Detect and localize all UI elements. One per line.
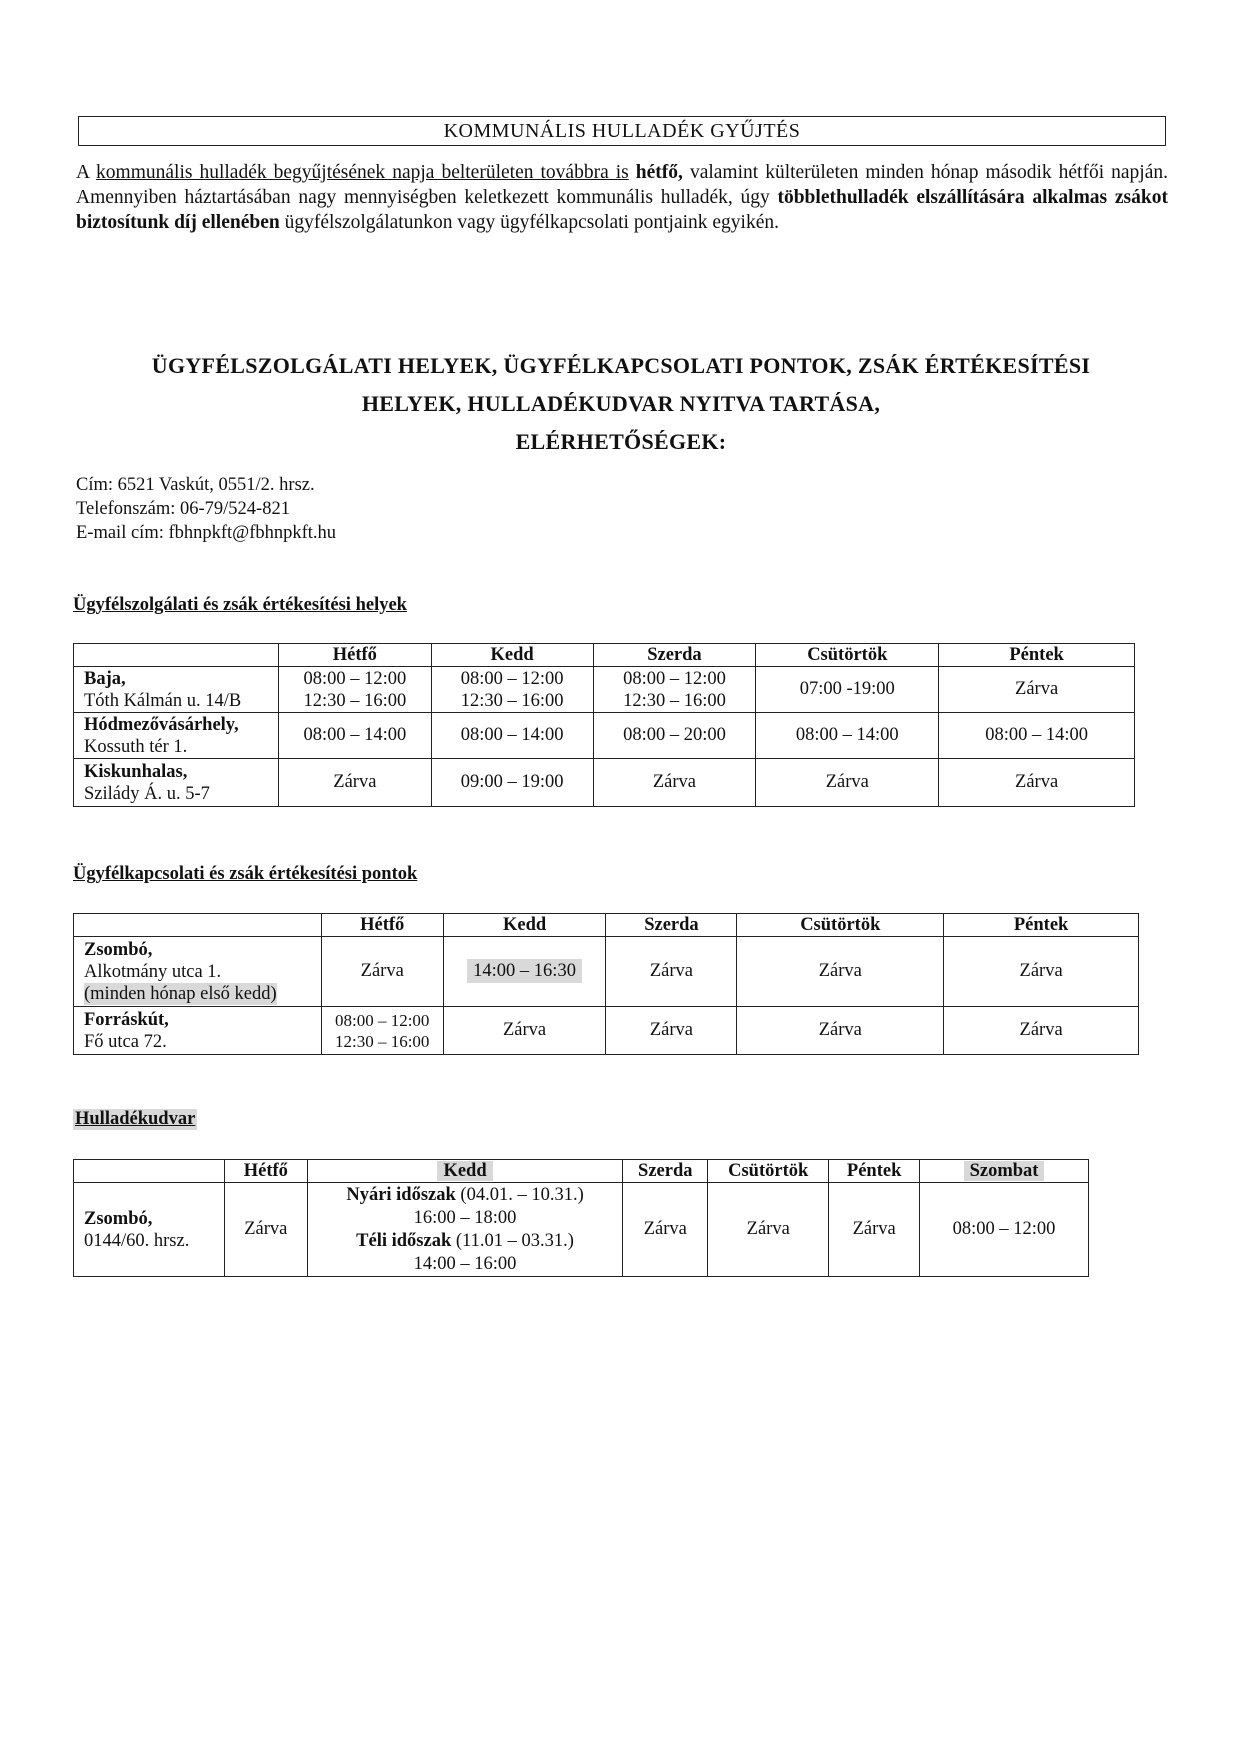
hours-text: 08:00 – 12:00	[623, 668, 726, 689]
table-row	[74, 1007, 1139, 1055]
hours-cell: Zárva	[278, 759, 431, 807]
header-day: Hétfő	[278, 644, 431, 667]
place-note: (minden hónap első kedd)	[84, 983, 277, 1004]
hours-cell: Zárva	[623, 1183, 708, 1277]
place-name: Kiskunhalas,	[84, 761, 188, 782]
header-day: Hétfő	[224, 1160, 307, 1183]
contact-phone: Telefonszám: 06-79/524-821	[76, 499, 290, 519]
place-address: Kossuth tér 1.	[84, 736, 188, 757]
header-day: Csütörtök	[756, 644, 939, 667]
section3-title: Hulladékudvar	[75, 1109, 196, 1129]
table-header-row	[74, 914, 1139, 937]
place-name: Forráskút,	[84, 1009, 169, 1030]
hours-cell: 08:00 – 12:00	[920, 1183, 1089, 1277]
intro-text: ügyfélszolgálatunkon vagy ügyfélkapcsolati pontjaink egyikén.	[279, 212, 779, 233]
hours-cell	[443, 937, 606, 1007]
hours-cell	[431, 667, 593, 713]
hours-cell: Zárva	[321, 937, 443, 1007]
place-cell	[74, 937, 322, 1007]
place-cell	[74, 759, 279, 807]
summer-label: Nyári időszak	[346, 1184, 456, 1205]
hours-cell: Zárva	[944, 1007, 1139, 1055]
hours-text: 12:30 – 16:00	[334, 1031, 430, 1051]
hours-cell	[278, 667, 431, 713]
hours-text: 12:30 – 16:00	[623, 690, 726, 711]
summer-time: 16:00 – 18:00	[413, 1207, 517, 1228]
hours-cell: 07:00 -19:00	[756, 667, 939, 713]
hours-cell: Zárva	[944, 937, 1139, 1007]
service-points-table	[73, 643, 1135, 807]
place-cell	[74, 1007, 322, 1055]
hours-cell: Zárva	[829, 1183, 920, 1277]
hours-cell: 08:00 – 14:00	[756, 713, 939, 759]
header-day: Csütörtök	[708, 1160, 829, 1183]
header-day: Szerda	[593, 644, 756, 667]
hours-cell: Zárva	[443, 1007, 606, 1055]
winter-time: 14:00 – 16:00	[413, 1253, 517, 1274]
hours-text: 08:00 – 12:00	[460, 668, 564, 689]
header-day: Hétfő	[321, 914, 443, 937]
header-day: Kedd	[431, 644, 593, 667]
header-empty	[74, 644, 279, 667]
table-row	[74, 1183, 1089, 1277]
header-empty	[74, 1160, 225, 1183]
hours-text: 08:00 – 12:00	[303, 668, 407, 689]
page-title: KOMMUNÁLIS HULLADÉK GYŰJTÉS	[78, 116, 1166, 146]
place-address: Alkotmány utca 1.	[84, 961, 222, 982]
hours-cell	[321, 1007, 443, 1055]
contact-email: E-mail cím: fbhnpkft@fbhnpkft.hu	[76, 523, 337, 543]
hours-cell-seasonal	[307, 1183, 623, 1277]
header-day: Péntek	[939, 644, 1135, 667]
hours-text: 12:30 – 16:00	[460, 690, 564, 711]
winter-range: (11.01 – 03.31.)	[451, 1230, 574, 1251]
header-day: Szerda	[623, 1160, 708, 1183]
place-name: Zsombó,	[84, 1208, 153, 1229]
header-day: Péntek	[944, 914, 1139, 937]
hours-cell: 08:00 – 14:00	[278, 713, 431, 759]
header-day-highlighted: Szombat	[964, 1161, 1045, 1181]
intro-space	[629, 162, 636, 183]
table-header-row	[74, 644, 1135, 667]
heading-line-3: ELÉRHETŐSÉGEK:	[515, 429, 727, 454]
table-row	[74, 667, 1135, 713]
place-name: Zsombó,	[84, 939, 153, 960]
hours-cell: 09:00 – 19:00	[431, 759, 593, 807]
table-row	[74, 713, 1135, 759]
hours-cell: 08:00 – 14:00	[939, 713, 1135, 759]
place-cell	[74, 667, 279, 713]
contact-address: Cím: 6521 Vaskút, 0551/2. hrsz.	[76, 475, 315, 495]
table-row	[74, 759, 1135, 807]
place-cell	[74, 1183, 225, 1277]
section2-title: Ügyfélkapcsolati és zsák értékesítési pontok	[73, 864, 418, 884]
winter-label: Téli időszak	[356, 1230, 452, 1251]
hours-cell: Zárva	[939, 667, 1135, 713]
summer-range: (04.01. – 10.31.)	[455, 1184, 584, 1205]
winter-period	[312, 1230, 619, 1253]
header-day: Szerda	[606, 914, 737, 937]
place-address: 0144/60. hrsz.	[84, 1230, 190, 1251]
header-day: Péntek	[829, 1160, 920, 1183]
place-address: Tóth Kálmán u. 14/B	[84, 690, 242, 711]
heading-line-1: ÜGYFÉLSZOLGÁLATI HELYEK, ÜGYFÉLKAPCSOLATI PONTOK, ZSÁK ÉRTÉKESÍTÉSI	[151, 353, 1091, 378]
header-empty	[74, 914, 322, 937]
intro-bold-bag: többlethulladék elszállítására alkalmas zsákot biztosítunk díj ellenében	[76, 187, 1168, 233]
hours-cell: 08:00 – 20:00	[593, 713, 756, 759]
place-name: Baja,	[84, 668, 126, 689]
contact-points-table	[73, 913, 1139, 1055]
summer-period	[312, 1184, 619, 1207]
hours-cell: 08:00 – 14:00	[431, 713, 593, 759]
table-header-row	[74, 1160, 1089, 1183]
header-day: Csütörtök	[737, 914, 944, 937]
intro-text: A	[76, 162, 97, 183]
header-day	[307, 1160, 623, 1183]
hours-text-highlighted: 14:00 – 16:30	[467, 959, 582, 983]
header-day	[920, 1160, 1089, 1183]
place-name: Hódmezővásárhely,	[84, 714, 239, 735]
hours-text: 12:30 – 16:00	[303, 690, 407, 711]
hours-cell: Zárva	[224, 1183, 307, 1277]
intro-paragraph	[76, 160, 1168, 235]
hours-cell: Zárva	[756, 759, 939, 807]
place-address: Szilády Á. u. 5-7	[84, 783, 210, 804]
hours-text: 08:00 – 12:00	[334, 1010, 430, 1030]
intro-bold-monday: hétfő,	[635, 162, 683, 183]
section1-title: Ügyfélszolgálati és zsák értékesítési helyek	[73, 595, 407, 615]
contact-block	[76, 473, 336, 545]
hours-cell	[593, 667, 756, 713]
hours-cell: Zárva	[939, 759, 1135, 807]
hours-cell: Zárva	[606, 1007, 737, 1055]
header-day-highlighted: Kedd	[437, 1161, 492, 1181]
waste-yard-table	[73, 1159, 1089, 1277]
hours-cell: Zárva	[593, 759, 756, 807]
place-address: Fő utca 72.	[84, 1031, 167, 1052]
intro-underlined-text: kommunális hulladék begyűjtésének napja belterületen továbbra is	[96, 162, 629, 183]
header-day: Kedd	[443, 914, 606, 937]
place-cell	[74, 713, 279, 759]
hours-cell: Zárva	[708, 1183, 829, 1277]
heading-line-2: HELYEK, HULLADÉKUDVAR NYITVA TARTÁSA,	[361, 391, 881, 416]
intro-text: valamint külterületen minden hónap második hétfői napján. Amennyiben háztartásában nagy mennyiségben keletkezett kommunális hulladék, úgy	[76, 162, 1168, 208]
hours-cell: Zárva	[606, 937, 737, 1007]
hours-cell: Zárva	[737, 1007, 944, 1055]
table-row	[74, 937, 1139, 1007]
hours-cell: Zárva	[737, 937, 944, 1007]
